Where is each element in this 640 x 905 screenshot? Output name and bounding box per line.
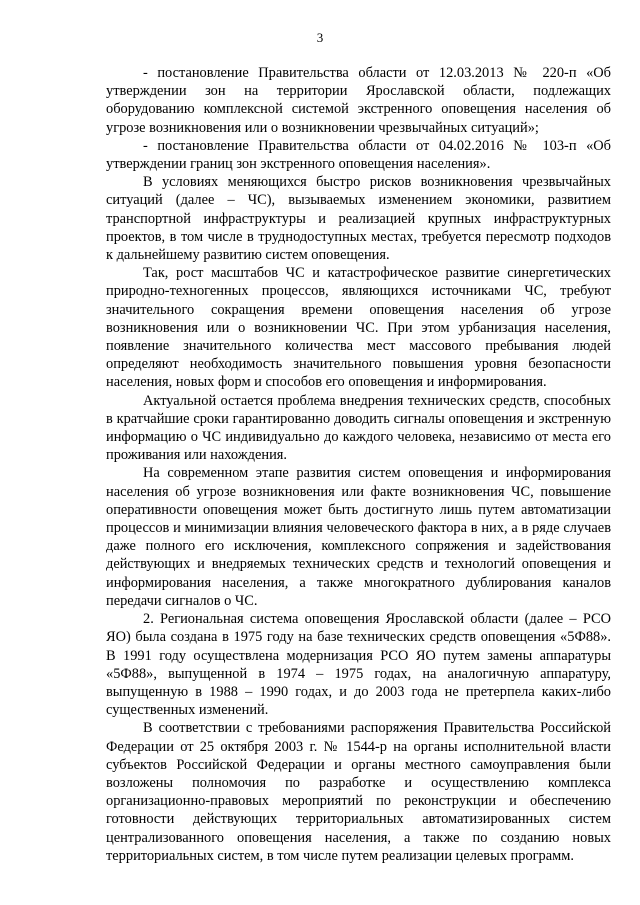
paragraph-emergency-growth: Так, рост масштабов ЧС и катастрофическое развитие синергетических природно-техногенных процессов, являющихся источниками ЧС, требуют значительного сокращения времени оповещения населения об угрозе возникновения или о возникновении ЧС. При этом урбанизация населения, появление значительного количества мест массового пребывания людей определяют необходимость значительного повышения уровня безопасности населения, новых форм и способов его оповещения и информирования. bbox=[106, 265, 611, 391]
paragraph-government-order: В соответствии с требованиями распоряжения Правительства Российской Федерации от 25 октября 2003 г. № 1544-р на органы исполнительной власти субъектов Российской Федерации и органы местного самоуправления были возложены полномочия по разработке и осуществлению комплекса организационно-правовых мероприятий по реконструкции и обеспечению готовности действующих территориальных автоматизированных систем централизованного оповещения населения, а также по созданию новых территориальных систем, в том числе путем реализации целевых программ. bbox=[106, 720, 611, 864]
document-body bbox=[106, 64, 611, 865]
paragraph-changing-risks: В условиях меняющихся быстро рисков возникновения чрезвычайных ситуаций (далее – ЧС), вызываемых изменением экономики, развитием транспортной инфраструктуры и реализацией крупных инфраструктурных проектов, в том числе в труднодоступных местах, требуется пересмотр подходов к дальнейшему развитию систем оповещения. bbox=[106, 174, 611, 264]
list-item-resolution-103: - постановление Правительства области от 04.02.2016 № 103-п «Об утверждении границ зон экстренного оповещения населения». bbox=[106, 137, 611, 173]
page-number: 3 bbox=[316, 30, 324, 45]
paragraph-technical-means: Актуальной остается проблема внедрения технических средств, способных в кратчайшие сроки гарантированно доводить сигналы оповещения и экстренную информацию о ЧС индивидуально до каждого человека, независимо от места его проживания или нахождения. bbox=[106, 392, 611, 464]
paragraph-current-stage: На современном этапе развития систем оповещения и информирования населения об угрозе возникновения или факте возникновения ЧС, повышение оперативности оповещения может быть достигнуто лишь путем автоматизации процессов и минимизации влияния человеческого фактора в них, а в ряде случаев даже полного его исключения, комплексного сопряжения и задействования действующих и внедряемых технических средств и технологий оповещения и информирования населения, а также многократного дублирования каналов передачи сигналов о ЧС. bbox=[106, 465, 611, 609]
paragraph-regional-system: 2. Региональная система оповещения Ярославской области (далее – РСО ЯО) была создана в 1975 году на базе технических средств оповещения «5Ф88». В 1991 году осуществлена модернизация РСО ЯО путем замены аппаратуры «5Ф88», выпущенной в 1974 – 1975 годах, на аналогичную аппаратуру, выпущенную в 1988 – 1990 годах, и до 2003 года не претерпела каких-либо существенных изменений. bbox=[106, 611, 611, 719]
list-item-resolution-220: - постановление Правительства области от 12.03.2013 № 220-п «Об утверждении зон на территории Ярославской области, подлежащих оборудованию комплексной системой экстренного оповещения населения об угрозе возникновения или о возникновении чрезвычайных ситуаций»; bbox=[106, 65, 611, 136]
